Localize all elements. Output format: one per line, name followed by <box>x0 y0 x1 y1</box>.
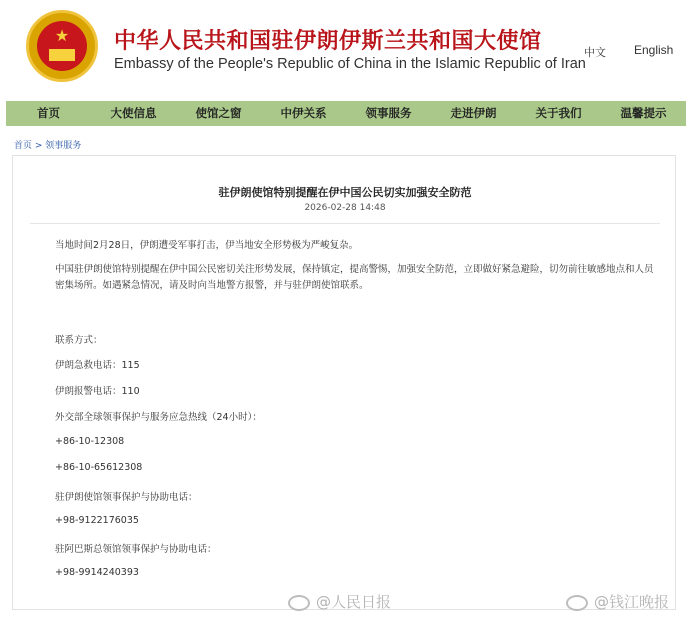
breadcrumb-home-link[interactable]: 首页 <box>14 141 33 151</box>
breadcrumb <box>14 138 81 151</box>
national-emblem-icon: ★ <box>26 10 98 82</box>
mfa-phone-2: +86-10-65612308 <box>55 462 143 473</box>
weibo-icon <box>566 595 588 611</box>
language-chinese-link[interactable]: 中文 <box>584 46 606 59</box>
consulate-phone: +98-9914240393 <box>55 567 139 578</box>
article-title: 驻伊朗使馆特别提醒在伊中国公民切实加强安全防范 <box>218 186 472 199</box>
watermark-text: @钱江晚报 <box>594 593 670 611</box>
watermark-qianjiang-evening <box>566 591 669 612</box>
weibo-icon <box>288 595 310 611</box>
site-title-cn: 中华人民共和国驻伊朗伊斯兰共和国大使馆 <box>114 28 542 54</box>
title-divider <box>30 223 660 224</box>
breadcrumb-separator: > <box>32 141 46 151</box>
site-header <box>0 0 690 100</box>
nav-item-about-us[interactable]: 关于我们 <box>535 106 582 120</box>
nav-item-consular-service[interactable]: 领事服务 <box>365 106 412 120</box>
main-nav <box>6 101 686 126</box>
nav-item-about-iran[interactable]: 走进伊朗 <box>450 106 497 120</box>
nav-item-ambassador[interactable]: 大使信息 <box>110 106 157 120</box>
embassy-phone: +98-9122176035 <box>55 515 139 526</box>
site-title-en: Embassy of the People's Republic of China in the Islamic Republic of Iran <box>114 56 586 72</box>
paragraph-advisory: 中国驻伊朗使馆特别提醒在伊中国公民密切关注形势发展，保持镇定，提高警惕，加强安全防范，立即做好紧急避险，切勿前往敏感地点和人员密集场所。如遇紧急情况，请及时向当地警方报警，并与驻伊朗使馆联系。 <box>55 264 654 291</box>
article-date: 2026-02-28 14:48 <box>304 203 386 213</box>
embassy-phone-label: 驻伊朗使馆领事保护与协助电话： <box>55 492 198 503</box>
police-phone: 伊朗报警电话：110 <box>55 386 140 397</box>
consulate-phone-label: 驻阿巴斯总领馆领事保护与协助电话： <box>55 544 217 555</box>
paragraph-situation: 当地时间2月28日，伊朗遭受军事打击，伊当地安全形势极为严峻复杂。 <box>55 240 359 251</box>
watermark-peoples-daily <box>288 591 391 612</box>
mfa-hotline-label: 外交部全球领事保护与服务应急热线（24小时）： <box>55 412 262 423</box>
nav-item-china-iran-relations[interactable]: 中伊关系 <box>280 106 327 120</box>
nav-item-home[interactable]: 首页 <box>37 106 60 120</box>
nav-item-tips[interactable]: 温馨提示 <box>620 106 667 120</box>
mfa-phone-1: +86-10-12308 <box>55 436 125 447</box>
language-english-link[interactable]: English <box>634 43 674 57</box>
ambulance-phone: 伊朗急救电话：115 <box>55 360 140 371</box>
breadcrumb-section-link[interactable]: 领事服务 <box>45 141 82 151</box>
watermark-text: @人民日报 <box>316 593 392 611</box>
nav-item-embassy-window[interactable]: 使馆之窗 <box>195 106 242 120</box>
contact-label: 联系方式： <box>55 335 103 346</box>
